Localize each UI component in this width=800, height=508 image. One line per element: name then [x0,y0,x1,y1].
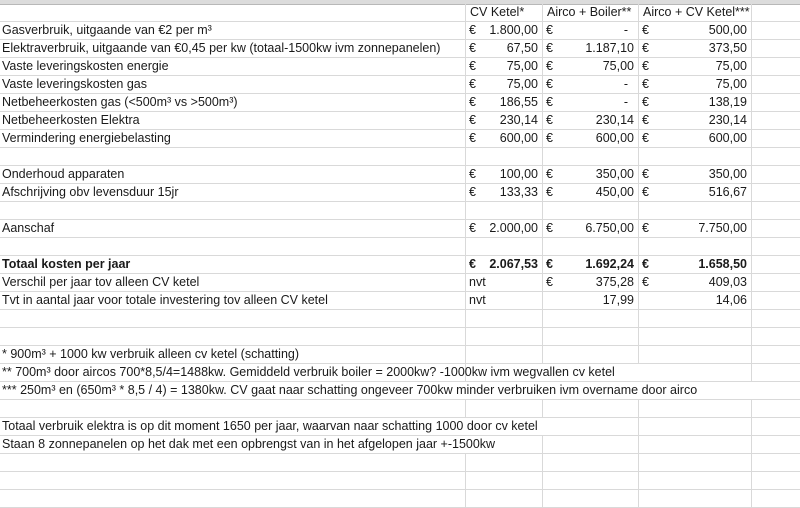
note-totaal-verbruik-elektra[interactable]: Totaal verbruik elektra is op dit moment 1650 per jaar, waarvan naar schatting 1000 door cv ketel [2,419,538,433]
cell-empty[interactable] [543,454,639,471]
note-airco-cv-ketel[interactable]: *** 250m³ en (650m³ * 8,5 / 4) = 1380kw. CV gaat naar schatting ongeveer 700kw minder verbruiken ivm overname door airco [2,383,698,397]
empty-row [0,238,800,256]
table-row-netbeheerkosten-gas [0,94,800,112]
cell-empty[interactable] [752,382,800,399]
row-label[interactable]: Vaste leveringskosten gas [0,76,466,93]
cell-empty[interactable] [466,148,543,165]
currency-symbol: € [546,77,553,91]
currency-symbol: € [642,95,649,109]
cell-cv-ketel[interactable] [466,94,543,111]
currency-symbol: € [469,167,476,181]
row-label[interactable]: Gasverbruik, uitgaande van €2 per m³ [0,22,466,39]
amount: 230,14 [499,113,538,127]
cell-empty[interactable] [466,346,543,363]
currency-symbol: € [469,41,476,55]
cell-cv-ketel[interactable] [466,58,543,75]
amount: 1.187,10 [585,41,634,55]
cell-airco-boiler[interactable] [543,166,639,183]
row-label[interactable]: Vermindering energiebelasting [0,130,466,147]
cell-airco-boiler[interactable] [543,184,639,201]
amount: 1.800,00 [489,23,538,37]
cell-cv-ketel[interactable] [466,220,543,237]
cell-airco-cv-ketel[interactable] [639,184,752,201]
currency-symbol: € [642,167,649,181]
header-row [0,4,800,22]
note-cv-ketel[interactable]: * 900m³ + 1000 kw verbruik alleen cv ketel (schatting) [2,347,300,361]
currency-symbol: € [642,23,649,37]
empty-row [0,148,800,166]
cell-empty[interactable] [543,148,639,165]
empty-row [0,310,800,328]
empty-row [0,454,800,472]
column-header-airco-boiler[interactable]: Airco + Boiler** [543,4,639,21]
cell-empty[interactable] [466,310,543,327]
cell-empty[interactable] [466,202,543,219]
table-row-afschrijving [0,184,800,202]
cell-empty[interactable] [752,202,800,219]
cell-empty[interactable] [0,202,466,219]
amount: 75,00 [506,77,538,91]
amount: - [623,23,628,37]
currency-symbol: € [546,275,553,289]
table-row-gasverbruik [0,22,800,40]
row-label[interactable]: Elektraverbruik, uitgaande van €0,45 per kw (totaal-1500kw ivm zonnepanelen) [0,40,466,57]
cell-airco-cv-ketel[interactable] [639,40,752,57]
cell-airco-boiler[interactable] [543,22,639,39]
cell-airco-boiler[interactable] [543,94,639,111]
amount: 500,00 [708,23,747,37]
cell-empty[interactable] [752,94,800,111]
cell-cv-ketel[interactable] [466,166,543,183]
amount: 133,33 [499,185,538,199]
cell-empty[interactable] [543,346,639,363]
cell-airco-boiler[interactable] [543,112,639,129]
cell-empty[interactable] [639,238,752,255]
amount: 100,00 [499,167,538,181]
table-row-vaste-leveringskosten-gas [0,76,800,94]
cell-empty[interactable] [752,112,800,129]
note-row [0,364,800,382]
cell-a1[interactable] [0,4,466,21]
cell-empty[interactable] [752,346,800,363]
cell-empty[interactable] [752,292,800,309]
note-row [0,346,800,364]
amount: 600,00 [499,131,538,145]
cell-empty[interactable] [639,346,752,363]
amount: 1.658,50 [698,257,747,271]
currency-symbol: € [469,113,476,127]
amount: 409,03 [708,275,747,289]
currency-symbol: € [546,23,553,37]
cell-empty[interactable] [543,490,639,507]
cell-empty[interactable] [543,418,639,435]
note-zonnepanelen[interactable]: Staan 8 zonnepanelen op het dak met een opbrengst van in het afgelopen jaar +-1500kw [2,437,496,451]
cell-empty[interactable] [752,472,800,489]
amount: 230,14 [708,113,747,127]
cell-empty[interactable] [0,490,466,507]
currency-symbol: € [546,59,553,73]
amount: 75,00 [602,59,634,73]
currency-symbol: € [469,131,476,145]
cell-empty[interactable] [752,400,800,417]
currency-symbol: € [546,131,553,145]
cell-airco-cv-ketel[interactable] [639,94,752,111]
amount: 75,00 [506,59,538,73]
row-label[interactable]: Tvt in aantal jaar voor totale investering tov alleen CV ketel [0,292,466,309]
currency-symbol: € [642,131,649,145]
amount: 375,28 [595,275,634,289]
amount: 600,00 [595,131,634,145]
cell-empty[interactable] [639,148,752,165]
note-airco-boiler[interactable]: ** 700m³ door aircos 700*8,5/4=1488kw. Gemiddeld verbruik boiler = 2000kw? -1000kw ivm wegvallen cv ketel [2,365,615,379]
cell-empty[interactable] [0,148,466,165]
cell-empty[interactable] [466,328,543,345]
cell-empty[interactable] [752,256,800,273]
row-label[interactable]: Afschrijving obv levensduur 15jr [0,184,466,201]
table-row-netbeheerkosten-elektra [0,112,800,130]
empty-row [0,202,800,220]
cell-empty[interactable] [639,436,752,453]
table-row-aanschaf [0,220,800,238]
cell-empty[interactable] [0,472,466,489]
amount: 1.692,24 [585,257,634,271]
amount: 373,50 [708,41,747,55]
table-row-verschil-per-jaar [0,274,800,292]
cell-airco-boiler[interactable] [543,130,639,147]
cell-empty[interactable] [639,328,752,345]
cell-empty[interactable] [639,202,752,219]
currency-symbol: € [546,185,553,199]
amount: - [623,95,628,109]
cell-empty[interactable] [466,400,543,417]
amount: 75,00 [715,77,747,91]
cell-empty[interactable] [466,454,543,471]
cell-airco-cv-ketel[interactable] [639,256,752,273]
cell-cv-ketel[interactable] [466,76,543,93]
empty-row [0,328,800,346]
row-label[interactable]: Aanschaf [0,220,466,237]
cell-empty[interactable] [752,40,800,57]
currency-symbol: € [546,167,553,181]
cell-empty[interactable] [543,310,639,327]
cell-empty[interactable] [466,238,543,255]
cell-airco-boiler[interactable] [543,40,639,57]
cell-e1[interactable] [752,4,800,21]
empty-row [0,400,800,418]
cell-airco-cv-ketel[interactable] [639,58,752,75]
column-header-cv-ketel[interactable]: CV Ketel* [466,4,543,21]
cell-airco-boiler[interactable] [543,58,639,75]
cell-airco-cv-ketel[interactable] [639,76,752,93]
currency-symbol: € [642,257,649,271]
row-label[interactable]: Totaal kosten per jaar [0,256,466,273]
currency-symbol: € [469,95,476,109]
amount: 350,00 [708,167,747,181]
table-row-vermindering-energiebelasting [0,130,800,148]
cell-empty[interactable] [639,490,752,507]
row-label[interactable]: Onderhoud apparaten [0,166,466,183]
cell-cv-ketel[interactable] [466,22,543,39]
cell-empty[interactable] [752,490,800,507]
currency-symbol: € [546,41,553,55]
cell-empty[interactable] [0,310,466,327]
cell-airco-boiler[interactable] [543,274,639,291]
cell-empty[interactable] [0,454,466,471]
column-header-airco-cv-ketel[interactable]: Airco + CV Ketel*** [639,4,752,21]
cell-cv-ketel[interactable] [466,112,543,129]
empty-row [0,490,800,508]
cell-empty[interactable] [752,220,800,237]
cell-empty[interactable] [752,274,800,291]
currency-symbol: € [642,59,649,73]
currency-symbol: € [546,257,553,271]
amount: 6.750,00 [585,221,634,235]
cell-empty[interactable] [752,148,800,165]
cell-empty[interactable] [752,184,800,201]
cell-empty[interactable] [543,472,639,489]
currency-symbol: € [469,23,476,37]
cell-empty[interactable] [0,328,466,345]
cell-airco-cv-ketel[interactable] [639,112,752,129]
cell-empty[interactable] [639,454,752,471]
cell-empty[interactable] [752,310,800,327]
amount: 516,67 [708,185,747,199]
cell-airco-boiler[interactable] [543,220,639,237]
cell-empty[interactable] [752,454,800,471]
cell-empty[interactable] [543,238,639,255]
cell-empty[interactable] [639,364,752,381]
cell-empty[interactable] [752,76,800,93]
cell-empty[interactable] [0,238,466,255]
cell-airco-cv-ketel[interactable] [639,22,752,39]
amount: 450,00 [595,185,634,199]
currency-symbol: € [469,77,476,91]
cell-empty[interactable] [752,58,800,75]
currency-symbol: € [469,257,476,271]
cell-empty[interactable] [639,472,752,489]
cell-empty[interactable] [752,130,800,147]
cell-empty[interactable] [752,418,800,435]
empty-row [0,472,800,490]
cell-airco-boiler[interactable] [543,256,639,273]
cell-empty[interactable] [543,436,639,453]
cell-empty[interactable] [752,328,800,345]
row-label[interactable]: Verschil per jaar tov alleen CV ketel [0,274,466,291]
amount: 230,14 [595,113,634,127]
cell-empty[interactable] [543,202,639,219]
table-row-terugverdientijd [0,292,800,310]
note-row [0,382,800,400]
cell-cv-ketel[interactable]: nvt [466,274,543,291]
cell-empty[interactable] [752,238,800,255]
amount: 67,50 [506,41,538,55]
cell-empty[interactable] [639,400,752,417]
amount: 138,19 [708,95,747,109]
cell-empty[interactable] [639,310,752,327]
cell-cv-ketel[interactable]: nvt [466,292,543,309]
cell-airco-cv-ketel[interactable]: 14,06 [639,292,752,309]
cell-empty[interactable] [0,400,466,417]
amount: 75,00 [715,59,747,73]
currency-symbol: € [546,113,553,127]
spreadsheet-grid [0,4,800,508]
amount: - [623,77,628,91]
row-label[interactable]: Netbeheerkosten gas (<500m³ vs >500m³) [0,94,466,111]
cell-cv-ketel[interactable] [466,256,543,273]
table-row-elektraverbruik [0,40,800,58]
amount: 350,00 [595,167,634,181]
table-row-vaste-leveringskosten-energie [0,58,800,76]
cell-cv-ketel[interactable] [466,130,543,147]
cell-empty[interactable] [752,436,800,453]
currency-symbol: € [642,221,649,235]
cell-airco-boiler[interactable]: 17,99 [543,292,639,309]
cell-airco-cv-ketel[interactable] [639,274,752,291]
currency-symbol: € [642,77,649,91]
cell-empty[interactable] [752,364,800,381]
cell-empty[interactable] [639,418,752,435]
cell-cv-ketel[interactable] [466,184,543,201]
amount: 7.750,00 [698,221,747,235]
row-label[interactable]: Vaste leveringskosten energie [0,58,466,75]
row-label[interactable]: Netbeheerkosten Elektra [0,112,466,129]
cell-airco-boiler[interactable] [543,76,639,93]
cell-cv-ketel[interactable] [466,40,543,57]
table-row-onderhoud-apparaten [0,166,800,184]
amount: 186,55 [499,95,538,109]
cell-empty[interactable] [543,400,639,417]
amount: 600,00 [708,131,747,145]
table-row-totaal-kosten [0,256,800,274]
currency-symbol: € [546,95,553,109]
currency-symbol: € [642,185,649,199]
cell-empty[interactable] [466,490,543,507]
currency-symbol: € [469,221,476,235]
cell-airco-cv-ketel[interactable] [639,130,752,147]
amount: 2.067,53 [489,257,538,271]
cell-airco-cv-ketel[interactable] [639,220,752,237]
currency-symbol: € [469,185,476,199]
cell-empty[interactable] [752,22,800,39]
currency-symbol: € [546,221,553,235]
cell-empty[interactable] [752,166,800,183]
amount: 2.000,00 [489,221,538,235]
cell-airco-cv-ketel[interactable] [639,166,752,183]
note-row [0,418,800,436]
currency-symbol: € [642,275,649,289]
currency-symbol: € [642,113,649,127]
currency-symbol: € [469,59,476,73]
currency-symbol: € [642,41,649,55]
cell-empty[interactable] [466,472,543,489]
note-row [0,436,800,454]
cell-empty[interactable] [543,328,639,345]
